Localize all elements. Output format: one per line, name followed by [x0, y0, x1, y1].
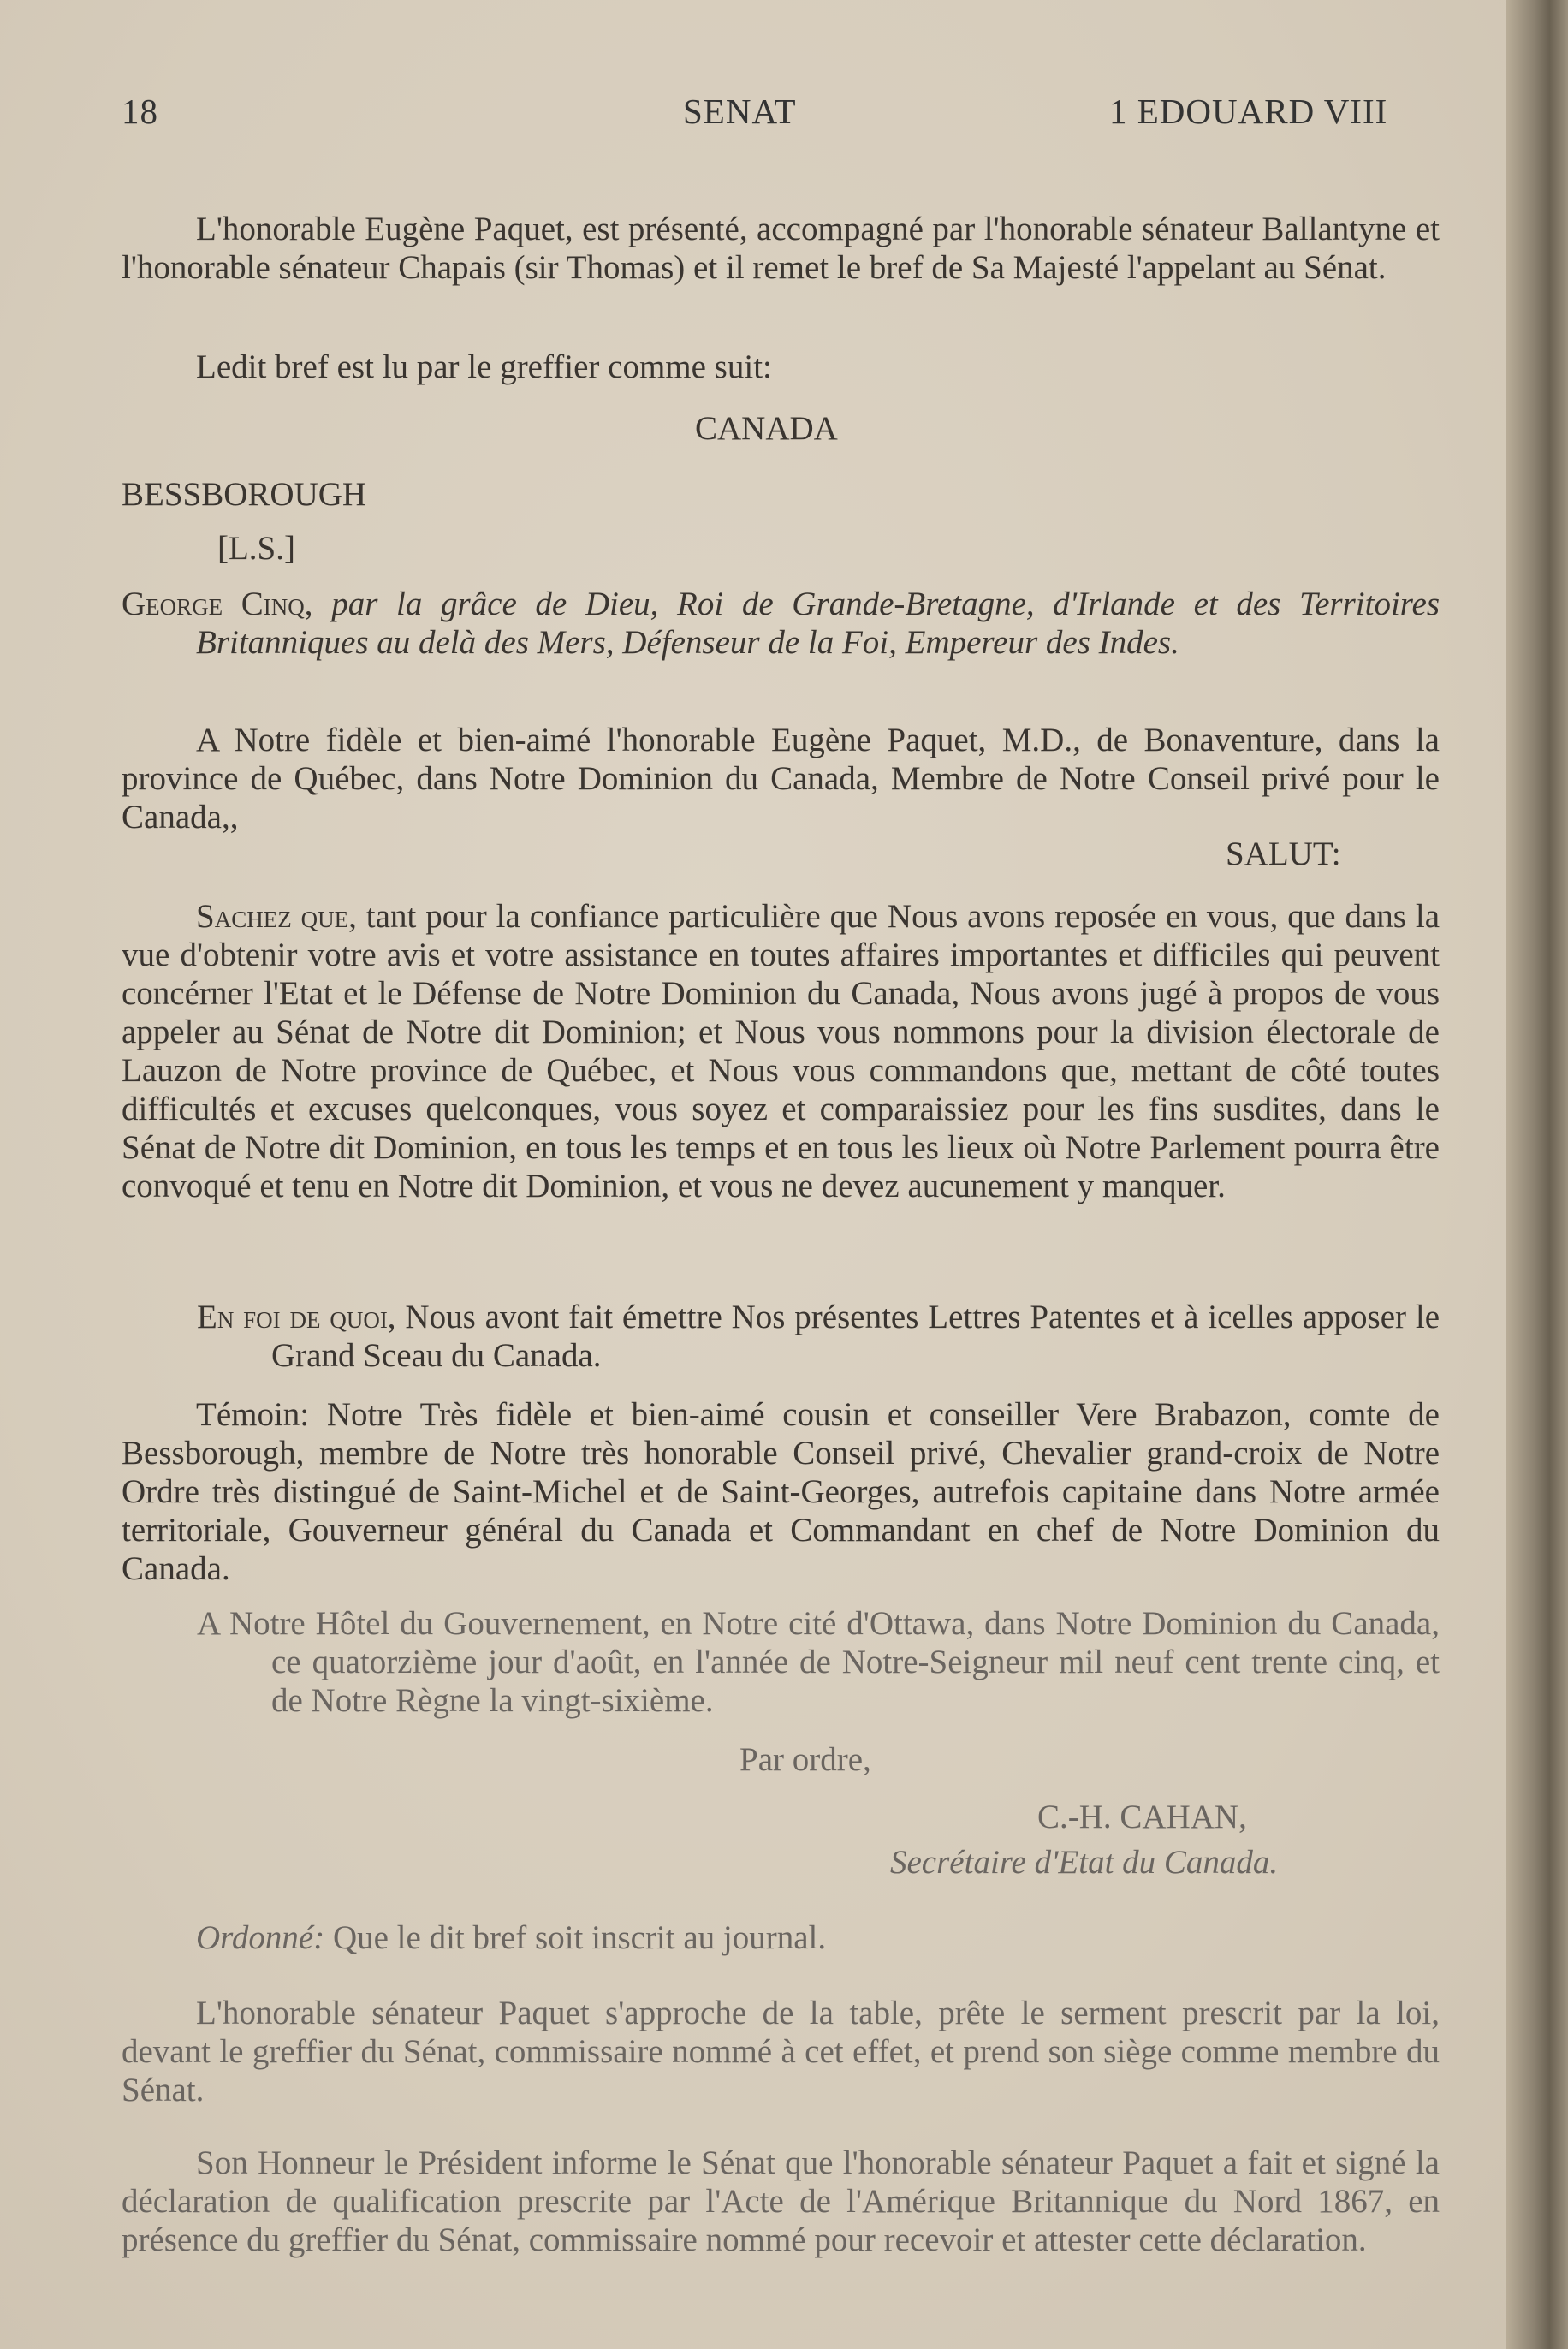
sachez-que-lead: Sachez que, [196, 898, 357, 935]
sachez-que-body: tant pour la confiance particulière que Nous avons reposée en vous, que dans la vue d'obtenir votre avis et votre assistance en toutes affaires importantes et difficiles qui peuvent concérner l'Etat et le Défense de Notre Dominion du Canada, Nous avons jugé à propos de vous appeler au Sénat de Notre dit Dominion; et Nous vous nommons pour la division électorale de Lauzon de Notre province de Québec, et Nous vous commandons que, mettant de côté toutes difficultés et excuses quelconques, vous soyez et comparaissiez pour les fins susdites, dans le Sénat de Notre dit Dominion, en tous les temps et en tous les lieux où Notre Parlement pourra être convoqué et tenu en Notre dit Dominion, et vous ne devez aucunement y manquer. [122, 898, 1440, 1204]
en-foi-body: Nous avont fait émettre Nos présentes Lettres Patentes et à icelles apposer le Grand Sceau du Canada. [271, 1299, 1440, 1374]
paragraph-declaration: Son Honneur le Président informe le Sénat que l'honorable sénateur Paquet a fait et signé la déclaration de qualification prescrite par l'Acte de l'Amérique Britannique du Nord 1867, en présence du greffier du Sénat, commissaire nommé pour recevoir et attester cette déclaration. [122, 2144, 1440, 2258]
running-head-title: SENAT [683, 92, 797, 131]
running-head-reign: 1 EDOUARD VIII [1109, 92, 1388, 131]
paragraph-temoin: Témoin: Notre Très fidèle et bien-aimé cousin et conseiller Vere Brabazon, comte de Bessborough, membre de Notre très honorable Conseil privé, Chevalier grand-croix de Notre Ordre très distingué de Saint-Michel et de Saint-Georges, autrefois capitaine dans Notre armée territoriale, Gouverneur général du Canada et Commandant en chef de Notre Dominion du Canada. [122, 1396, 1440, 1587]
paragraph-serment: L'honorable sénateur Paquet s'approche de la table, prête le serment prescrit par la loi, devant le greffier du Sénat, commissaire nommé à cet effet, et prend son siège comme membre du Sénat. [122, 1995, 1440, 2108]
seal-marker: [L.S.] [217, 530, 295, 567]
paragraph-sachez-que [122, 897, 1440, 1205]
paragraph-en-foi-de-quoi [122, 1298, 1440, 1375]
ordonne-lead: Ordonné: [196, 1919, 325, 1956]
paragraph-ordonne [196, 1918, 1394, 1957]
ordonne-body: Que le dit bref soit inscrit au journal. [332, 1919, 827, 1956]
book-spine-shadow [1506, 0, 1568, 2349]
paragraph-bref-lu: Ledit bref est lu par le greffier comme suit: [196, 348, 772, 385]
page-number: 18 [122, 92, 158, 131]
par-ordre: Par ordre, [739, 1741, 871, 1778]
paragraph-addressee: A Notre fidèle et bien-aimé l'honorable Eugène Paquet, M.D., de Bonaventure, dans la province de Québec, dans Notre Dominion du Canada, Membre de Notre Conseil privé pour le Canada,, [122, 722, 1440, 836]
signer-title: Secrétaire d'Etat du Canada. [890, 1844, 1279, 1881]
paragraph-presentation: L'honorable Eugène Paquet, est présenté, accompagné par l'honorable sénateur Ballantyne et l'honorable sénateur Chapais (sir Thomas) et il remet le bref de Sa Majesté l'appelant au Sénat. [122, 211, 1440, 286]
en-foi-lead: En foi de quoi, [197, 1299, 396, 1335]
paragraph-hotel-gouvernement: A Notre Hôtel du Gouvernement, en Notre cité d'Ottawa, dans Notre Dominion du Canada, ce quatorzième jour d'août, en l'année de Notre-Seigneur mil neuf cent trente cinq, et de Notre Règne la vingt-sixième. [197, 1605, 1440, 1719]
royal-style: par la grâce de Dieu, Roi de Grande-Bretagne, d'Irlande et des Territoires Britanniques au delà des Mers, Défenseur de la Foi, Empereur des Indes. [196, 586, 1440, 661]
royal-name: George Cinq, [122, 586, 313, 622]
salutation-salut: SALUT: [1226, 836, 1341, 872]
heading-canada: CANADA [695, 410, 838, 447]
paragraph-royal-title [122, 585, 1440, 662]
governor-signature-bessborough: BESSBOROUGH [122, 476, 367, 513]
signer-name: C.-H. CAHAN, [1037, 1799, 1247, 1835]
